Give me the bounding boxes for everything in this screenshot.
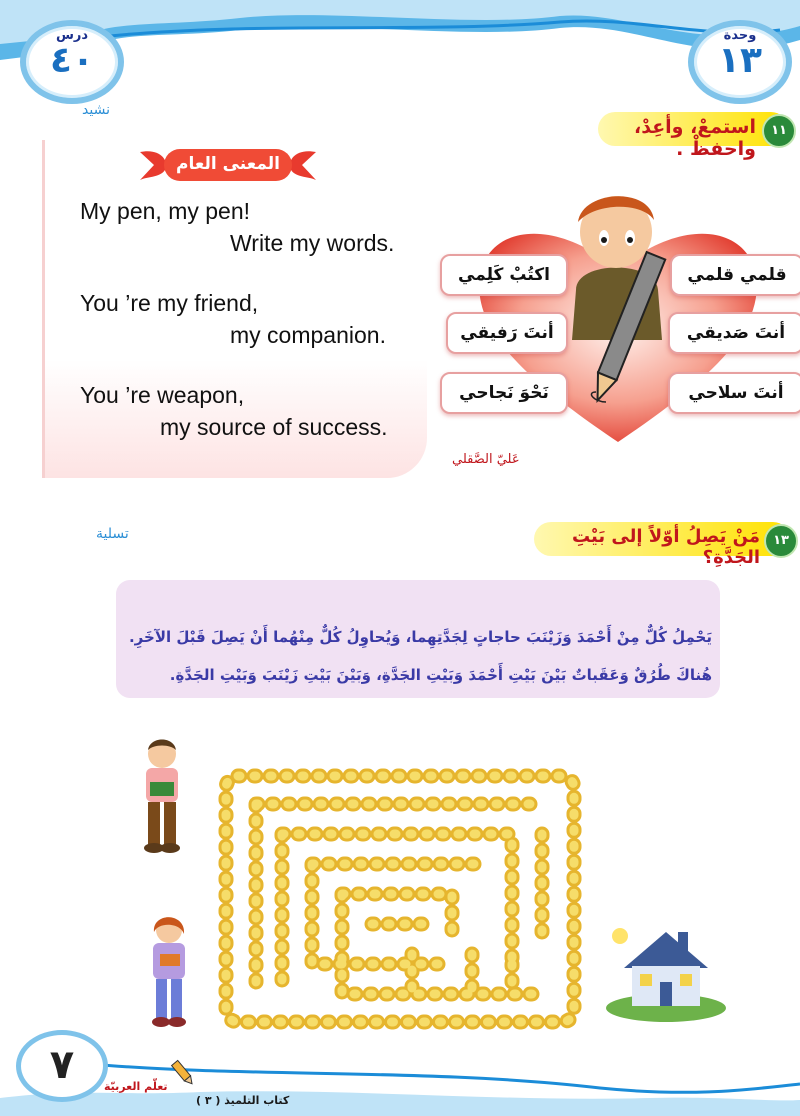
poem-line-1: My pen, my pen!: [80, 198, 251, 224]
poem-ribbon-label: المعنى العام: [176, 154, 280, 174]
unit-label: وحدة: [723, 28, 757, 43]
grandmother-house: [604, 916, 728, 1024]
maze: [212, 764, 588, 1034]
poem-card-2: اكتُبْ كَلِمي: [440, 254, 568, 296]
section-number-song: ١١: [762, 114, 796, 148]
poem-line-2: Write my words.: [230, 230, 395, 256]
lesson-label: درس: [55, 28, 89, 43]
lesson-badge: [20, 20, 124, 104]
unit-number: ١٣: [718, 40, 762, 81]
section-title-song: استمعْ، وأعِدْ، واحفظْ .: [634, 116, 756, 160]
section-title-game: مَنْ يَصِلُ أوّلاً إلى بَيْتِ الجَدَّةِ؟: [571, 526, 760, 568]
girl-figure: [140, 912, 198, 1032]
poem-card-1: قلمي قلمي: [670, 254, 800, 296]
page-number: ٧: [16, 1030, 108, 1102]
section-tag-song: نشيد: [82, 102, 110, 118]
book-subtitle: كتاب التلميذ ( ٣ ): [196, 1094, 290, 1107]
poem-card-6: نَحْوَ نَجاحي: [440, 372, 568, 414]
poem-card-3: أنتَ صَديقي: [668, 312, 800, 354]
poem-line-6: my source of success.: [160, 414, 388, 440]
story-line-2: هُناكَ طُرُقٌ وَعَقَباتٌ بَيْنَ بَيْتِ أَحْمَدَ وَبَيْتِ الجَدَّةِ، وَبَيْنَ بَيْتِ زَيْنَبَ وَبَيْتِ الجَدَّةِ.: [169, 666, 712, 684]
poem-card-4: أنتَ رَفيقي: [446, 312, 568, 354]
poem-line-3: You ’re my friend,: [80, 290, 259, 316]
unit-badge: [688, 20, 792, 104]
lesson-number: ٤٠: [50, 40, 94, 81]
poem-card-5: أنتَ سلاحي: [668, 372, 800, 414]
poem-line-4: my companion.: [230, 322, 386, 348]
pencil-icon: [168, 1058, 198, 1088]
poem-line-5: You ’re weapon,: [80, 382, 245, 408]
boy-figure: [132, 736, 192, 858]
section-tag-game: تسلية: [96, 526, 129, 542]
story-line-1: يَحْمِلُ كُلٌّ مِنْ أَحْمَدَ وَزَيْنَبَ حاجاتٍ لِجَدَّتِهِما، وَيُحاوِلُ كُلٌّ مِنْهُما أَنْ يَصِلَ قَبْلَ الآخَرِ.: [128, 628, 712, 646]
poet-name: عَليّ الصَّقلي: [452, 452, 520, 467]
book-title: تعلّم العربيّة: [104, 1080, 168, 1093]
section-number-game: ١٣: [764, 524, 798, 558]
